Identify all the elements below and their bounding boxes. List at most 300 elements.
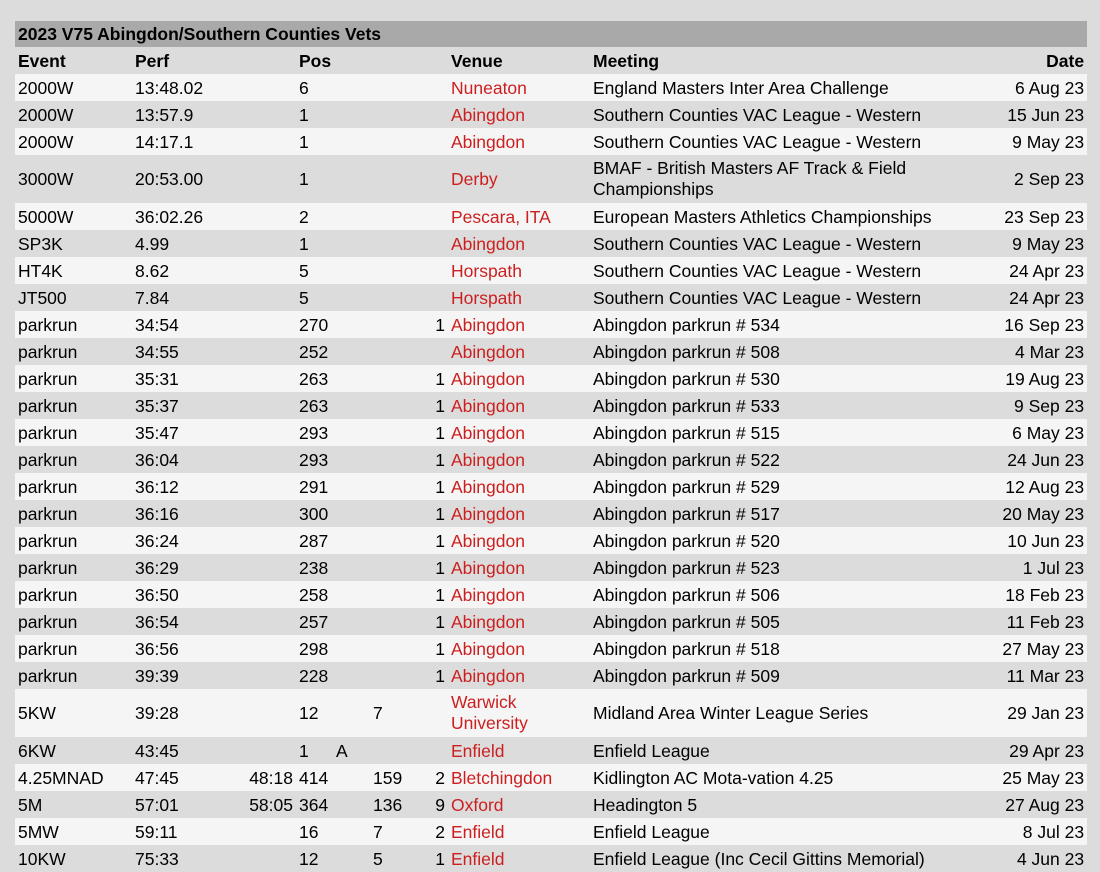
cell-chip-time: 48:18 bbox=[244, 764, 296, 791]
table-row bbox=[15, 581, 1087, 608]
table-row bbox=[15, 689, 1087, 737]
cell-perf: 36:56 bbox=[132, 635, 244, 662]
cell-date: 23 Sep 23 bbox=[940, 203, 1087, 230]
cell-event: parkrun bbox=[15, 662, 132, 689]
cell-heat bbox=[422, 230, 448, 257]
cell-heat bbox=[422, 155, 448, 203]
cell-perf: 47:45 bbox=[132, 764, 244, 791]
cell-category-pos bbox=[370, 581, 422, 608]
cell-pos: 414 bbox=[296, 764, 333, 791]
table-row bbox=[15, 284, 1087, 311]
cell-date: 29 Jan 23 bbox=[940, 689, 1087, 737]
cell-date: 6 May 23 bbox=[940, 419, 1087, 446]
cell-date: 2 Sep 23 bbox=[940, 155, 1087, 203]
cell-perf: 36:16 bbox=[132, 500, 244, 527]
table-row bbox=[15, 737, 1087, 764]
cell-heat: 1 bbox=[422, 662, 448, 689]
table-title-row bbox=[15, 21, 1087, 47]
cell-date: 29 Apr 23 bbox=[940, 737, 1087, 764]
cell-chip-time bbox=[244, 392, 296, 419]
cell-chip-time bbox=[244, 311, 296, 338]
cell-perf: 36:12 bbox=[132, 473, 244, 500]
performance-table-container bbox=[15, 21, 1087, 872]
cell-date: 18 Feb 23 bbox=[940, 581, 1087, 608]
table-row bbox=[15, 419, 1087, 446]
cell-venue[interactable]: Enfield bbox=[448, 737, 590, 764]
cell-chip-time bbox=[244, 338, 296, 365]
cell-chip-time bbox=[244, 74, 296, 101]
cell-pos-category bbox=[333, 74, 370, 101]
cell-chip-time bbox=[244, 608, 296, 635]
cell-date: 1 Jul 23 bbox=[940, 554, 1087, 581]
cell-meeting: Abingdon parkrun # 509 bbox=[590, 662, 940, 689]
cell-chip-time bbox=[244, 662, 296, 689]
cell-meeting: Midland Area Winter League Series bbox=[590, 689, 940, 737]
cell-event: 5M bbox=[15, 791, 132, 818]
cell-heat: 1 bbox=[422, 527, 448, 554]
cell-heat: 2 bbox=[422, 818, 448, 845]
cell-meeting: Abingdon parkrun # 522 bbox=[590, 446, 940, 473]
cell-perf: 75:33 bbox=[132, 845, 244, 872]
cell-perf: 13:48.02 bbox=[132, 74, 244, 101]
header-event: Event bbox=[15, 47, 132, 74]
cell-category-pos bbox=[370, 473, 422, 500]
header-meeting: Meeting bbox=[590, 47, 940, 74]
cell-category-pos bbox=[370, 527, 422, 554]
cell-meeting: Abingdon parkrun # 508 bbox=[590, 338, 940, 365]
cell-pos-category bbox=[333, 284, 370, 311]
cell-pos: 298 bbox=[296, 635, 333, 662]
table-row bbox=[15, 128, 1087, 155]
cell-pos-category bbox=[333, 101, 370, 128]
cell-pos-category bbox=[333, 155, 370, 203]
cell-pos-category bbox=[333, 419, 370, 446]
cell-meeting: Enfield League (Inc Cecil Gittins Memorial) bbox=[590, 845, 940, 872]
cell-event: 10KW bbox=[15, 845, 132, 872]
cell-perf: 35:37 bbox=[132, 392, 244, 419]
cell-venue[interactable]: Abingdon bbox=[448, 473, 590, 500]
cell-venue[interactable]: Pescara, ITA bbox=[448, 203, 590, 230]
cell-pos: 2 bbox=[296, 203, 333, 230]
cell-event: 4.25MNAD bbox=[15, 764, 132, 791]
cell-event: 5KW bbox=[15, 689, 132, 737]
cell-heat: 1 bbox=[422, 635, 448, 662]
cell-meeting: Abingdon parkrun # 533 bbox=[590, 392, 940, 419]
cell-category-pos bbox=[370, 500, 422, 527]
cell-chip-time bbox=[244, 446, 296, 473]
cell-category-pos bbox=[370, 608, 422, 635]
cell-pos: 258 bbox=[296, 581, 333, 608]
cell-perf: 20:53.00 bbox=[132, 155, 244, 203]
cell-category-pos bbox=[370, 257, 422, 284]
cell-chip-time bbox=[244, 845, 296, 872]
cell-venue[interactable]: Nuneaton bbox=[448, 74, 590, 101]
header-pos: Pos bbox=[296, 47, 448, 74]
cell-heat bbox=[422, 101, 448, 128]
cell-pos: 228 bbox=[296, 662, 333, 689]
cell-perf: 36:24 bbox=[132, 527, 244, 554]
cell-category-pos: 159 bbox=[370, 764, 422, 791]
cell-chip-time: 58:05 bbox=[244, 791, 296, 818]
cell-date: 12 Aug 23 bbox=[940, 473, 1087, 500]
table-row bbox=[15, 74, 1087, 101]
cell-date: 19 Aug 23 bbox=[940, 365, 1087, 392]
cell-category-pos: 7 bbox=[370, 689, 422, 737]
cell-event: HT4K bbox=[15, 257, 132, 284]
cell-heat: 1 bbox=[422, 500, 448, 527]
cell-event: 6KW bbox=[15, 737, 132, 764]
cell-chip-time bbox=[244, 635, 296, 662]
table-row bbox=[15, 257, 1087, 284]
cell-meeting: Enfield League bbox=[590, 818, 940, 845]
cell-pos: 1 bbox=[296, 155, 333, 203]
cell-pos-category bbox=[333, 689, 370, 737]
cell-category-pos bbox=[370, 365, 422, 392]
cell-meeting: Abingdon parkrun # 529 bbox=[590, 473, 940, 500]
cell-chip-time bbox=[244, 689, 296, 737]
cell-date: 24 Apr 23 bbox=[940, 257, 1087, 284]
cell-chip-time bbox=[244, 155, 296, 203]
cell-perf: 34:54 bbox=[132, 311, 244, 338]
cell-meeting: Southern Counties VAC League - Western bbox=[590, 284, 940, 311]
cell-perf: 39:39 bbox=[132, 662, 244, 689]
cell-perf: 14:17.1 bbox=[132, 128, 244, 155]
cell-event: 2000W bbox=[15, 128, 132, 155]
cell-venue[interactable]: Abingdon bbox=[448, 635, 590, 662]
cell-pos-category bbox=[333, 791, 370, 818]
cell-venue[interactable]: Warwick University bbox=[448, 689, 590, 737]
table-row bbox=[15, 764, 1087, 791]
cell-meeting: Kidlington AC Mota-vation 4.25 bbox=[590, 764, 940, 791]
cell-chip-time bbox=[244, 527, 296, 554]
cell-pos-category bbox=[333, 128, 370, 155]
cell-pos-category bbox=[333, 203, 370, 230]
table-row bbox=[15, 554, 1087, 581]
cell-meeting: Abingdon parkrun # 520 bbox=[590, 527, 940, 554]
cell-event: parkrun bbox=[15, 419, 132, 446]
cell-date: 16 Sep 23 bbox=[940, 311, 1087, 338]
cell-meeting: Abingdon parkrun # 530 bbox=[590, 365, 940, 392]
cell-heat: 1 bbox=[422, 392, 448, 419]
cell-perf: 34:55 bbox=[132, 338, 244, 365]
cell-pos: 1 bbox=[296, 128, 333, 155]
cell-category-pos bbox=[370, 446, 422, 473]
cell-perf: 35:47 bbox=[132, 419, 244, 446]
cell-heat: 9 bbox=[422, 791, 448, 818]
cell-pos-category bbox=[333, 311, 370, 338]
cell-heat bbox=[422, 284, 448, 311]
cell-venue[interactable]: Abingdon bbox=[448, 446, 590, 473]
cell-meeting: Abingdon parkrun # 505 bbox=[590, 608, 940, 635]
cell-heat: 1 bbox=[422, 845, 448, 872]
cell-perf: 8.62 bbox=[132, 257, 244, 284]
cell-heat: 2 bbox=[422, 764, 448, 791]
cell-event: 2000W bbox=[15, 101, 132, 128]
cell-date: 24 Jun 23 bbox=[940, 446, 1087, 473]
cell-event: parkrun bbox=[15, 365, 132, 392]
cell-perf: 43:45 bbox=[132, 737, 244, 764]
cell-meeting: Enfield League bbox=[590, 737, 940, 764]
cell-pos-category bbox=[333, 764, 370, 791]
cell-pos: 1 bbox=[296, 230, 333, 257]
cell-chip-time bbox=[244, 554, 296, 581]
cell-venue[interactable]: Abingdon bbox=[448, 608, 590, 635]
cell-pos-category bbox=[333, 554, 370, 581]
cell-event: 5000W bbox=[15, 203, 132, 230]
cell-perf: 36:54 bbox=[132, 608, 244, 635]
cell-pos-category bbox=[333, 845, 370, 872]
cell-pos-category bbox=[333, 392, 370, 419]
cell-venue[interactable]: Abingdon bbox=[448, 101, 590, 128]
cell-pos: 1 bbox=[296, 737, 333, 764]
cell-pos: 12 bbox=[296, 845, 333, 872]
cell-event: 5MW bbox=[15, 818, 132, 845]
cell-category-pos: 136 bbox=[370, 791, 422, 818]
cell-pos-category bbox=[333, 257, 370, 284]
cell-meeting: Abingdon parkrun # 515 bbox=[590, 419, 940, 446]
cell-date: 4 Mar 23 bbox=[940, 338, 1087, 365]
cell-category-pos bbox=[370, 74, 422, 101]
performance-table bbox=[15, 21, 1087, 872]
cell-date: 27 May 23 bbox=[940, 635, 1087, 662]
cell-venue[interactable]: Abingdon bbox=[448, 554, 590, 581]
cell-venue[interactable]: Horspath bbox=[448, 284, 590, 311]
cell-heat: 1 bbox=[422, 419, 448, 446]
cell-category-pos bbox=[370, 128, 422, 155]
cell-date: 25 May 23 bbox=[940, 764, 1087, 791]
cell-perf: 57:01 bbox=[132, 791, 244, 818]
cell-venue[interactable]: Abingdon bbox=[448, 581, 590, 608]
cell-meeting: Southern Counties VAC League - Western bbox=[590, 128, 940, 155]
cell-date: 9 May 23 bbox=[940, 230, 1087, 257]
cell-venue[interactable]: Abingdon bbox=[448, 365, 590, 392]
cell-meeting: Abingdon parkrun # 523 bbox=[590, 554, 940, 581]
cell-pos: 270 bbox=[296, 311, 333, 338]
cell-heat: 1 bbox=[422, 446, 448, 473]
cell-date: 10 Jun 23 bbox=[940, 527, 1087, 554]
cell-date: 9 May 23 bbox=[940, 128, 1087, 155]
cell-pos: 257 bbox=[296, 608, 333, 635]
cell-event: parkrun bbox=[15, 446, 132, 473]
cell-meeting: Abingdon parkrun # 518 bbox=[590, 635, 940, 662]
cell-date: 9 Sep 23 bbox=[940, 392, 1087, 419]
cell-heat bbox=[422, 128, 448, 155]
cell-venue[interactable]: Abingdon bbox=[448, 500, 590, 527]
cell-date: 4 Jun 23 bbox=[940, 845, 1087, 872]
cell-event: parkrun bbox=[15, 311, 132, 338]
cell-event: parkrun bbox=[15, 554, 132, 581]
table-row bbox=[15, 662, 1087, 689]
cell-pos-category bbox=[333, 338, 370, 365]
header-date: Date bbox=[940, 47, 1087, 74]
cell-chip-time bbox=[244, 473, 296, 500]
table-row bbox=[15, 365, 1087, 392]
cell-pos: 1 bbox=[296, 101, 333, 128]
cell-meeting: Southern Counties VAC League - Western bbox=[590, 101, 940, 128]
cell-heat: 1 bbox=[422, 581, 448, 608]
table-row bbox=[15, 155, 1087, 203]
table-row bbox=[15, 818, 1087, 845]
cell-category-pos bbox=[370, 155, 422, 203]
cell-event: parkrun bbox=[15, 338, 132, 365]
cell-venue[interactable]: Derby bbox=[448, 155, 590, 203]
cell-perf: 36:29 bbox=[132, 554, 244, 581]
cell-venue[interactable]: Abingdon bbox=[448, 392, 590, 419]
cell-heat bbox=[422, 257, 448, 284]
cell-heat bbox=[422, 737, 448, 764]
cell-venue[interactable]: Bletchingdon bbox=[448, 764, 590, 791]
cell-event: 3000W bbox=[15, 155, 132, 203]
cell-pos: 6 bbox=[296, 74, 333, 101]
cell-pos-category bbox=[333, 635, 370, 662]
cell-date: 6 Aug 23 bbox=[940, 74, 1087, 101]
table-row bbox=[15, 392, 1087, 419]
cell-heat bbox=[422, 74, 448, 101]
cell-date: 15 Jun 23 bbox=[940, 101, 1087, 128]
cell-pos-category bbox=[333, 818, 370, 845]
table-row bbox=[15, 203, 1087, 230]
cell-pos-category bbox=[333, 446, 370, 473]
cell-chip-time bbox=[244, 737, 296, 764]
cell-venue[interactable]: Abingdon bbox=[448, 662, 590, 689]
cell-pos: 5 bbox=[296, 284, 333, 311]
cell-venue[interactable]: Oxford bbox=[448, 791, 590, 818]
cell-meeting: European Masters Athletics Championships bbox=[590, 203, 940, 230]
cell-heat: 1 bbox=[422, 554, 448, 581]
cell-category-pos bbox=[370, 230, 422, 257]
cell-event: parkrun bbox=[15, 392, 132, 419]
cell-category-pos bbox=[370, 662, 422, 689]
cell-category-pos bbox=[370, 392, 422, 419]
cell-venue[interactable]: Abingdon bbox=[448, 230, 590, 257]
cell-pos: 287 bbox=[296, 527, 333, 554]
cell-event: parkrun bbox=[15, 473, 132, 500]
cell-heat: 1 bbox=[422, 311, 448, 338]
cell-venue[interactable]: Abingdon bbox=[448, 419, 590, 446]
cell-date: 24 Apr 23 bbox=[940, 284, 1087, 311]
cell-pos: 364 bbox=[296, 791, 333, 818]
cell-perf: 36:02.26 bbox=[132, 203, 244, 230]
cell-pos-category bbox=[333, 608, 370, 635]
table-row bbox=[15, 338, 1087, 365]
cell-category-pos bbox=[370, 284, 422, 311]
cell-venue[interactable]: Enfield bbox=[448, 818, 590, 845]
cell-category-pos bbox=[370, 554, 422, 581]
cell-pos-category bbox=[333, 500, 370, 527]
cell-chip-time bbox=[244, 365, 296, 392]
cell-heat bbox=[422, 203, 448, 230]
table-row bbox=[15, 635, 1087, 662]
cell-venue[interactable]: Abingdon bbox=[448, 338, 590, 365]
cell-chip-time bbox=[244, 203, 296, 230]
cell-heat: 1 bbox=[422, 365, 448, 392]
cell-pos: 263 bbox=[296, 365, 333, 392]
cell-category-pos bbox=[370, 203, 422, 230]
cell-pos-category bbox=[333, 365, 370, 392]
cell-perf: 39:28 bbox=[132, 689, 244, 737]
table-row bbox=[15, 500, 1087, 527]
cell-chip-time bbox=[244, 581, 296, 608]
cell-date: 27 Aug 23 bbox=[940, 791, 1087, 818]
cell-chip-time bbox=[244, 257, 296, 284]
cell-date: 11 Feb 23 bbox=[940, 608, 1087, 635]
cell-event: parkrun bbox=[15, 635, 132, 662]
cell-pos: 5 bbox=[296, 257, 333, 284]
cell-category-pos bbox=[370, 101, 422, 128]
cell-category-pos bbox=[370, 635, 422, 662]
cell-heat: 1 bbox=[422, 473, 448, 500]
cell-pos: 293 bbox=[296, 446, 333, 473]
cell-chip-time bbox=[244, 101, 296, 128]
cell-perf: 59:11 bbox=[132, 818, 244, 845]
table-header-row bbox=[15, 47, 1087, 74]
table-row bbox=[15, 101, 1087, 128]
cell-pos: 263 bbox=[296, 392, 333, 419]
cell-chip-time bbox=[244, 419, 296, 446]
cell-pos-category bbox=[333, 230, 370, 257]
cell-meeting: Headington 5 bbox=[590, 791, 940, 818]
table-title: 2023 V75 Abingdon/Southern Counties Vets bbox=[15, 21, 1087, 47]
cell-heat bbox=[422, 338, 448, 365]
cell-pos: 238 bbox=[296, 554, 333, 581]
cell-venue[interactable]: Enfield bbox=[448, 845, 590, 872]
cell-event: 2000W bbox=[15, 74, 132, 101]
cell-perf: 4.99 bbox=[132, 230, 244, 257]
cell-pos: 300 bbox=[296, 500, 333, 527]
cell-event: parkrun bbox=[15, 608, 132, 635]
cell-category-pos bbox=[370, 419, 422, 446]
cell-pos: 12 bbox=[296, 689, 333, 737]
cell-pos-category bbox=[333, 581, 370, 608]
cell-event: parkrun bbox=[15, 500, 132, 527]
cell-pos: 252 bbox=[296, 338, 333, 365]
cell-pos-category bbox=[333, 662, 370, 689]
table-row bbox=[15, 608, 1087, 635]
cell-category-pos: 5 bbox=[370, 845, 422, 872]
cell-chip-time bbox=[244, 818, 296, 845]
cell-heat bbox=[422, 689, 448, 737]
cell-pos-category bbox=[333, 473, 370, 500]
table-row bbox=[15, 446, 1087, 473]
cell-perf: 35:31 bbox=[132, 365, 244, 392]
cell-meeting: Abingdon parkrun # 506 bbox=[590, 581, 940, 608]
cell-category-pos: 7 bbox=[370, 818, 422, 845]
cell-meeting: Southern Counties VAC League - Western bbox=[590, 230, 940, 257]
cell-venue[interactable]: Abingdon bbox=[448, 527, 590, 554]
cell-pos: 291 bbox=[296, 473, 333, 500]
cell-pos-category: A bbox=[333, 737, 370, 764]
cell-meeting: England Masters Inter Area Challenge bbox=[590, 74, 940, 101]
header-perf: Perf bbox=[132, 47, 296, 74]
cell-perf: 13:57.9 bbox=[132, 101, 244, 128]
cell-heat: 1 bbox=[422, 608, 448, 635]
cell-meeting: Abingdon parkrun # 534 bbox=[590, 311, 940, 338]
cell-venue[interactable]: Abingdon bbox=[448, 311, 590, 338]
cell-venue[interactable]: Horspath bbox=[448, 257, 590, 284]
cell-pos: 293 bbox=[296, 419, 333, 446]
table-row bbox=[15, 311, 1087, 338]
cell-meeting: Southern Counties VAC League - Western bbox=[590, 257, 940, 284]
cell-perf: 36:04 bbox=[132, 446, 244, 473]
cell-meeting: Abingdon parkrun # 517 bbox=[590, 500, 940, 527]
cell-event: SP3K bbox=[15, 230, 132, 257]
cell-venue[interactable]: Abingdon bbox=[448, 128, 590, 155]
table-row bbox=[15, 527, 1087, 554]
table-row bbox=[15, 473, 1087, 500]
cell-date: 8 Jul 23 bbox=[940, 818, 1087, 845]
cell-meeting: BMAF - British Masters AF Track & Field Championships bbox=[590, 155, 940, 203]
cell-pos: 16 bbox=[296, 818, 333, 845]
